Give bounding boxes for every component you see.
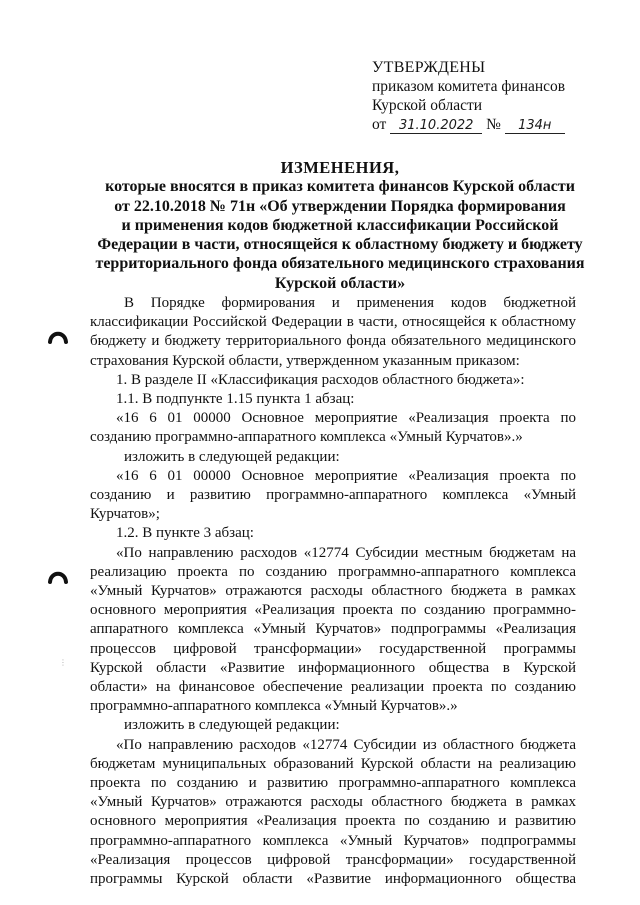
replace-phrase-2: изложить в следующей редакции:: [124, 717, 340, 734]
title-line: Курской области»: [274, 274, 406, 292]
title-line: которые вносятся в приказ комитета финансов Курской области: [105, 178, 575, 196]
title-line: Федерации в части, относящейся к областному бюджету и бюджету: [97, 236, 583, 254]
scan-speck: ⋮: [59, 658, 67, 667]
quote-new-2: «По направлению расходов «12774 Субсидии из областного бюджета бюджетам муниципальных образований Курской области на реализацию проекта по созданию и развитию программно-аппаратного комплекса «Умный Курчатов» отражаются расходы областного бюджета в рамках основного мероприятия «Реализация проекта по созданию и развитию программно-аппаратного комплекса «Умный Курчатов» подпрограммы «Реализация процессов цифровой трансформации» государственной программы Курской области «Развитие информационного общества: [90, 736, 576, 888]
title-line: и применения кодов бюджетной классификации Российской: [121, 216, 559, 234]
title-line: от 22.10.2018 № 71н «Об утверждении Порядка формирования: [114, 197, 566, 215]
handwritten-date: 31.10.2022: [390, 119, 482, 134]
approval-heading: УТВЕРЖДЕНЫ: [372, 59, 486, 76]
quote-old-2: «По направлению расходов «12774 Субсидии местным бюджетам на реализацию проекта по созданию программно-аппаратного комплекса «Умный Курчатов» отражаются расходы областного бюджета в рамках основного мероприятия «Реализация проекта по созданию программно-аппаратного комплекса «Умный Курчатов» подпрограммы «Реализация процессов цифровой трансформации» государственной программы Курской области «Развитие информационного общества в Курской области» на финансовое обеспечение реализации проекта по созданию программно-аппаратного комплекса «Умный Курчатов».»: [90, 544, 576, 715]
quote-new-1: «16 6 01 00000 Основное мероприятие «Реализация проекта по созданию и развитию программно-аппаратного комплекса «Умный Курчатов»;: [90, 467, 576, 523]
approval-date-line: [372, 115, 622, 134]
intro-paragraph: В Порядке формирования и применения кодов бюджетной классификации Российской Федерации в части, относящейся к областному бюджету и бюджету территориального фонда обязательного медицинского страхования Курской области, утвержденном указанным приказом:: [90, 295, 576, 369]
approval-line-2: Курской области: [372, 97, 483, 114]
item-1: 1. В разделе II «Классификация расходов областного бюджета»:: [116, 371, 525, 388]
approval-stamp: [372, 58, 622, 134]
approval-line-1: приказом комитета финансов: [372, 78, 566, 95]
number-prefix: №: [486, 116, 501, 133]
quote-old-1: «16 6 01 00000 Основное мероприятие «Реализация проекта по созданию программно-аппаратного комплекса «Умный Курчатов».»: [90, 410, 576, 446]
item-1-2: 1.2. В пункте 3 абзац:: [116, 525, 254, 542]
title-line: территориального фонда обязательного медицинского страхования: [95, 255, 585, 273]
punch-mark-icon: [47, 566, 69, 584]
replace-phrase-1: изложить в следующей редакции:: [124, 448, 340, 465]
punch-mark-icon: [47, 326, 69, 344]
document-title: [90, 158, 590, 293]
item-1-1: 1.1. В подпункте 1.15 пункта 1 абзац:: [116, 391, 355, 408]
handwritten-number: 134н: [505, 119, 565, 134]
date-prefix: от: [372, 116, 387, 133]
document-body: [90, 294, 576, 889]
title-main: ИЗМЕНЕНИЯ,: [280, 158, 400, 177]
